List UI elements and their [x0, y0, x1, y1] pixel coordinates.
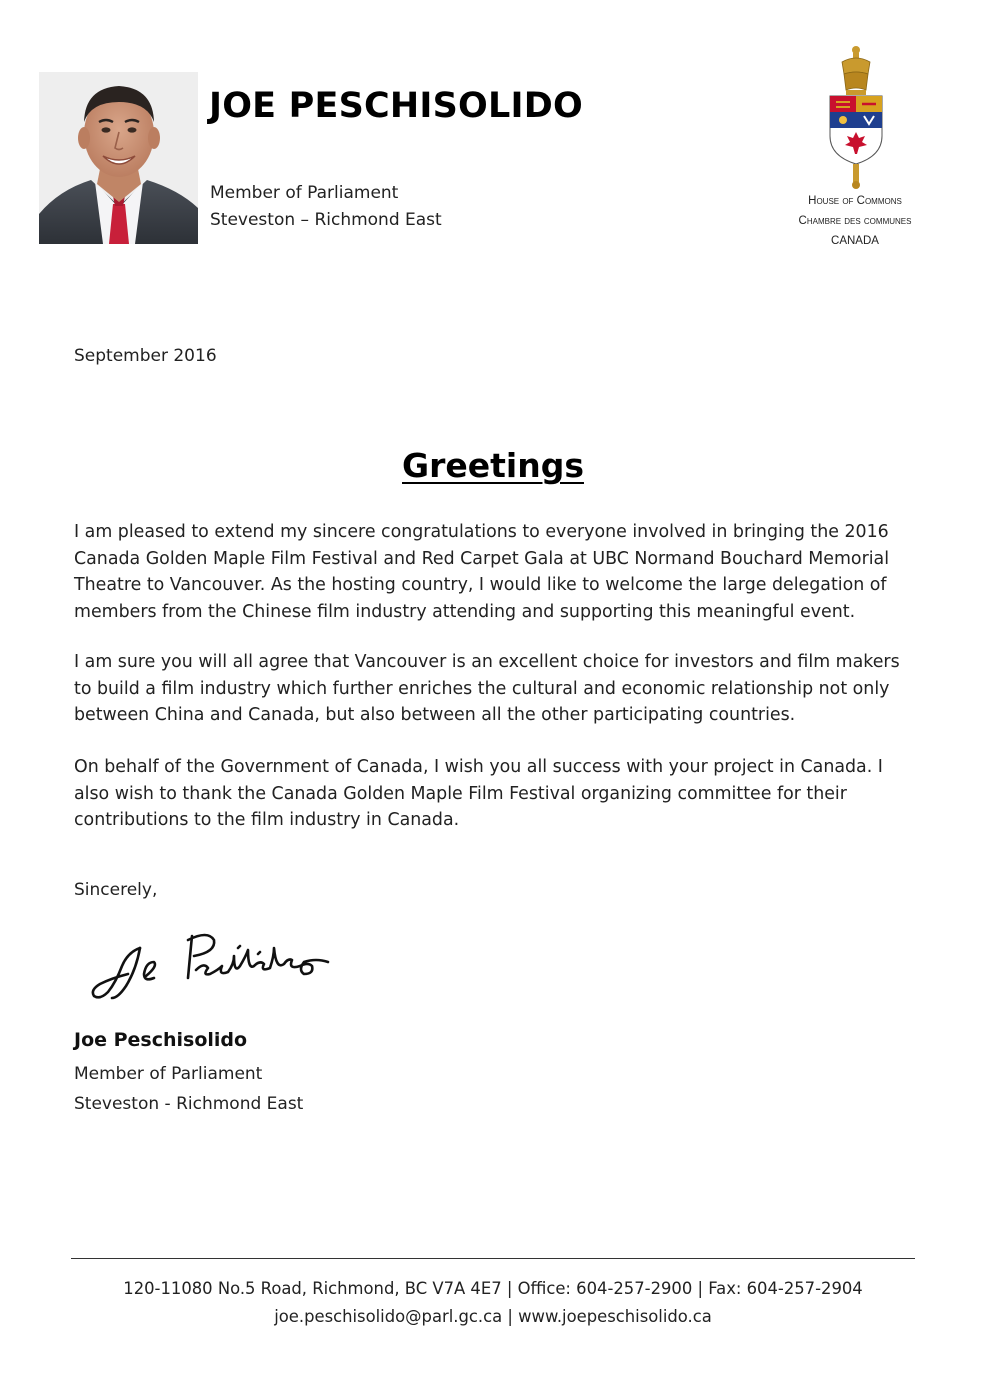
footer-contact-line: joe.peschisolido@parl.gc.ca | www.joepeschisolido.ca	[274, 1307, 712, 1326]
member-name-heading: JOE PESCHISOLIDO	[209, 86, 583, 126]
letter-paragraph: I am pleased to extend my sincere congratulations to everyone involved in bringing the 2016 Canada Golden Maple Film Festival and Red Carpet Gala at UBC Normand Bouchard Memorial Theatre to Vancouver. As the hosting country, I would like to welcome the large delegation of members from the Chinese film industry attending and supporting this meaningful event.	[74, 522, 890, 622]
letter-date: September 2016	[74, 346, 217, 366]
signer-name: Joe Peschisolido	[74, 1029, 248, 1051]
handwritten-signature-icon	[88, 926, 334, 1008]
greeting-heading: Greetings	[402, 446, 584, 485]
portrait-photo	[39, 72, 198, 244]
signer-title: Member of Parliament	[74, 1064, 263, 1084]
chambre-des-communes-label: Chambre des communes	[798, 215, 912, 227]
signer-riding: Steveston - Richmond East	[74, 1094, 304, 1114]
letter-closing: Sincerely,	[74, 880, 158, 900]
letter-paragraph: I am sure you will all agree that Vancouver is an excellent choice for investors and film makers to build a film industry which further enriches the cultural and economic relationship not only between China and Canada, but also between all the other participating countries.	[74, 652, 900, 725]
person-portrait-icon	[39, 72, 198, 244]
member-title: Member of Parliament	[210, 183, 399, 203]
member-riding: Steveston – Richmond East	[210, 210, 442, 230]
house-of-commons-label: House of Commons	[808, 195, 902, 207]
canada-label: CANADA	[831, 235, 879, 247]
footer-divider	[71, 1258, 915, 1259]
footer-address-line: 120-11080 No.5 Road, Richmond, BC V7A 4E7 | Office: 604-257-2900 | Fax: 604-257-2904	[123, 1279, 863, 1298]
letter-paragraph: On behalf of the Government of Canada, I wish you all success with your project in Canada. I also wish to thank the Canada Golden Maple Film Festival organizing committee for their contributions to the film industry in Canada.	[74, 757, 883, 830]
house-of-commons-crest-icon	[826, 44, 886, 190]
